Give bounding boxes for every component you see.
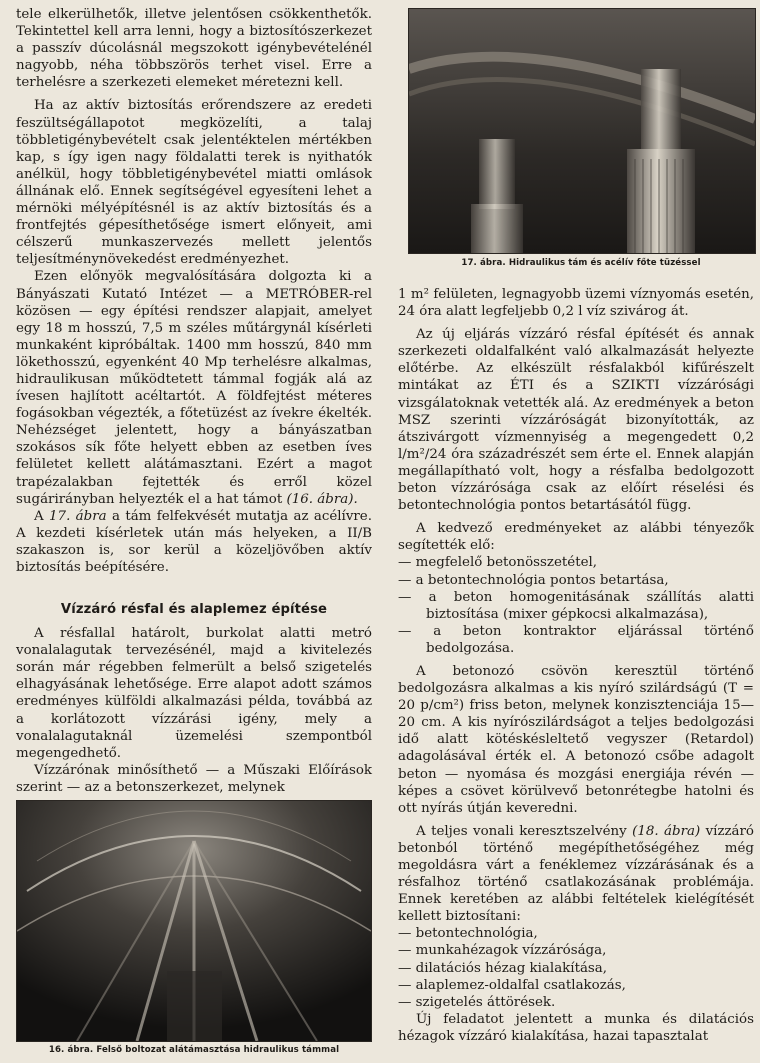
paragraph-text: vízzáró betonból történő megépíthetőségéhez még megoldásra várt a fenéklemez vízzárásának és a résfalhoz történő csatlakozásának problémája. Ennek keretében az alábbi feltételek kielégítését kellett biztosítani:	[398, 823, 754, 925]
list-item: — a beton homogenitásának szállítás alatti biztosítása (mixer gépkocsi alkalmazása),	[398, 589, 754, 623]
figure-17-photo	[408, 8, 756, 254]
paragraph	[398, 823, 754, 926]
paragraph: tele elkerülhetők, illetve jelentősen csökkenthetők. Tekintettel kell arra lenni, hogy a biztosítószerkezet a passzív dúcolásnál megszokott igénybevételénél nagyobb, néha többszörös terhet visel. Erre a terhelésre a szerkezeti elemeket méretezni kell.	[16, 7, 372, 91]
section-heading: Vízzáró résfal és alaplemez építése	[60, 602, 328, 618]
list-item: — betontechnológia,	[398, 925, 754, 942]
figure-reference: 17. ábra	[49, 508, 107, 524]
paragraph: Vízzárónak minősíthető — a Műszaki Előírások szerint — az a betonszerkezet, melynek	[16, 762, 372, 795]
figure-16-photo	[16, 800, 372, 1042]
paragraph	[16, 508, 372, 576]
paragraph: Ha az aktív biztosítás erőrendszere az eredeti feszültségállapotot megközelíti, a talaj többletigénybevételt csak jelentéktelen mértékben kap, s így igen nagy földalatti terek is nyithatók anélkül, hogy többletigénybevétel miatti omlások állnának elő. Ennek segítségével egyesíteni lehet a mérnöki mélyépítésnél is az aktív biztosítás és a frontfejtés gépesíthetősége ismert előnyeit, ami célszerű munkaszervezés mellett jelentős teljesítménynövekedést eredményezhet.	[16, 98, 372, 268]
paragraph-text: a tám felfekvését mutatja az acélívre. A kezdeti kísérletek után más helyeken, a II/B szakaszon is, sor kerül a közeljövőben aktív biztosítás beépítésére.	[16, 508, 372, 575]
condition-list	[398, 925, 754, 1010]
paragraph: 1 m² felületen, legnagyobb üzemi víznyomás esetén, 24 óra alatt legfeljebb 0,2 l víz szivárog át.	[398, 287, 754, 320]
figure-16-caption: 16. ábra. Felső boltozat alátámasztása hidraulikus támmal	[48, 1045, 340, 1055]
left-text-block	[16, 6, 372, 796]
list-item: — megfelelő betonösszetétel,	[398, 554, 754, 571]
paragraph	[16, 268, 372, 507]
paragraph: A betonozó csövön keresztül történő bedolgozásra alkalmas a kis nyíró szilárdságú (T = 20 p/cm²) friss beton, melynek konzisztenciája 15—20 cm. A kis nyírószilárdságot a teljes bedolgozási idő alatt kötéskésleltető vegyszer (Retardol) adagolásával érték el. A betonozó csőbe adagolt beton — nyomása és mozgási energiája révén — képes a csövet körülvevő betonrétegbe hatolni és ott nyírás útján keveredni.	[398, 663, 754, 816]
list-item: — dilatációs hézag kialakítása,	[398, 960, 754, 977]
paragraph: A résfallal határolt, burkolat alatti metró vonalalagutak tervezésénél, majd a kivitelezés során már régebben felmerült a belső szigetelés elhagyásának lehetősége. Erre alapot adott számos eredményes külföldi alkalmazási példa, továbbá az a korlátozott vízzárási igény, mely a vonalalagutaknál üzemelési szempontból megengedhető.	[16, 626, 372, 761]
paragraph-text: A teljes vonali keresztszelvény	[416, 823, 627, 839]
figure-17-caption: 17. ábra. Hidraulikus tám és acélív főte tüzéssel	[461, 258, 701, 268]
hydraulic-prop-photo-illustration	[409, 9, 755, 253]
factor-list	[398, 554, 754, 657]
paragraph: A kedvező eredményeket az alábbi tényezők segítették elő:	[398, 521, 754, 554]
paragraph-text: Ezen előnyök megvalósítására dolgozta ki a Bányászati Kutató Intézet — a METRÓBER-rel közösen — egy építési rendszer alapjait, amelyet egy 18 m hosszú, 7,5 m széles műtárgynál kísérleti munkaként kipróbáltak. 1400 mm hosszú, 840 mm lökethosszú, egyenként 40 Mp terhelésre alkalmas, hidraulikusan működtetett támmal fogják alá az ívesen hajlított acéltartót. A földfejtést méteres fogásokban végezték, a főtetüzést az ívekre ékelték. Nehézséget jelentett, hogy a bányászatban szokásos sík főte helyett ebben az esetben íves felületet kellett alátámasztani. Ezért a magot trapézalakban fejtették és erről közel sugárirányban helyezték el a hat támot	[16, 269, 372, 507]
list-item: — a betontechnológia pontos betartása,	[398, 572, 754, 589]
list-item: — alaplemez-oldalfal csatlakozás,	[398, 977, 754, 994]
list-item: — szigetelés áttörések.	[398, 994, 754, 1011]
right-text-block	[398, 286, 754, 1045]
paragraph: Új feladatot jelentett a munka és dilatációs hézagok vízzáró kialakítása, hazai tapasztalat	[398, 1011, 754, 1044]
list-item: — munkahézagok vízzárósága,	[398, 942, 754, 959]
figure-reference: (18. ábra)	[632, 823, 701, 839]
paragraph: Az új eljárás vízzáró résfal építését és annak szerkezeti oldalfalként való alkalmazását helyezte előtérbe. Az elkészült résfalakból kifűrészelt mintákat az ÉTI és a SZIKTI vízzárósági vizsgálatoknak vetették alá. Az eredmények a beton MSZ szerinti vízzáróságát bizonyították, az átszivárgott vízmennyiség a megengedett 0,2 l/m²/24 óra századrészét sem érte el. Ennek alapján megállapítható volt, hogy a résfalba bedolgozott beton vízzárósága csak az előírt réselési és betontechnológia pontos betartásától függ.	[398, 327, 754, 514]
figure-reference: (16. ábra).	[286, 491, 358, 507]
tunnel-vault-photo-illustration	[17, 801, 371, 1041]
list-item: — a beton kontraktor eljárással történő bedolgozása.	[398, 623, 754, 657]
paragraph-text: A	[34, 508, 44, 524]
